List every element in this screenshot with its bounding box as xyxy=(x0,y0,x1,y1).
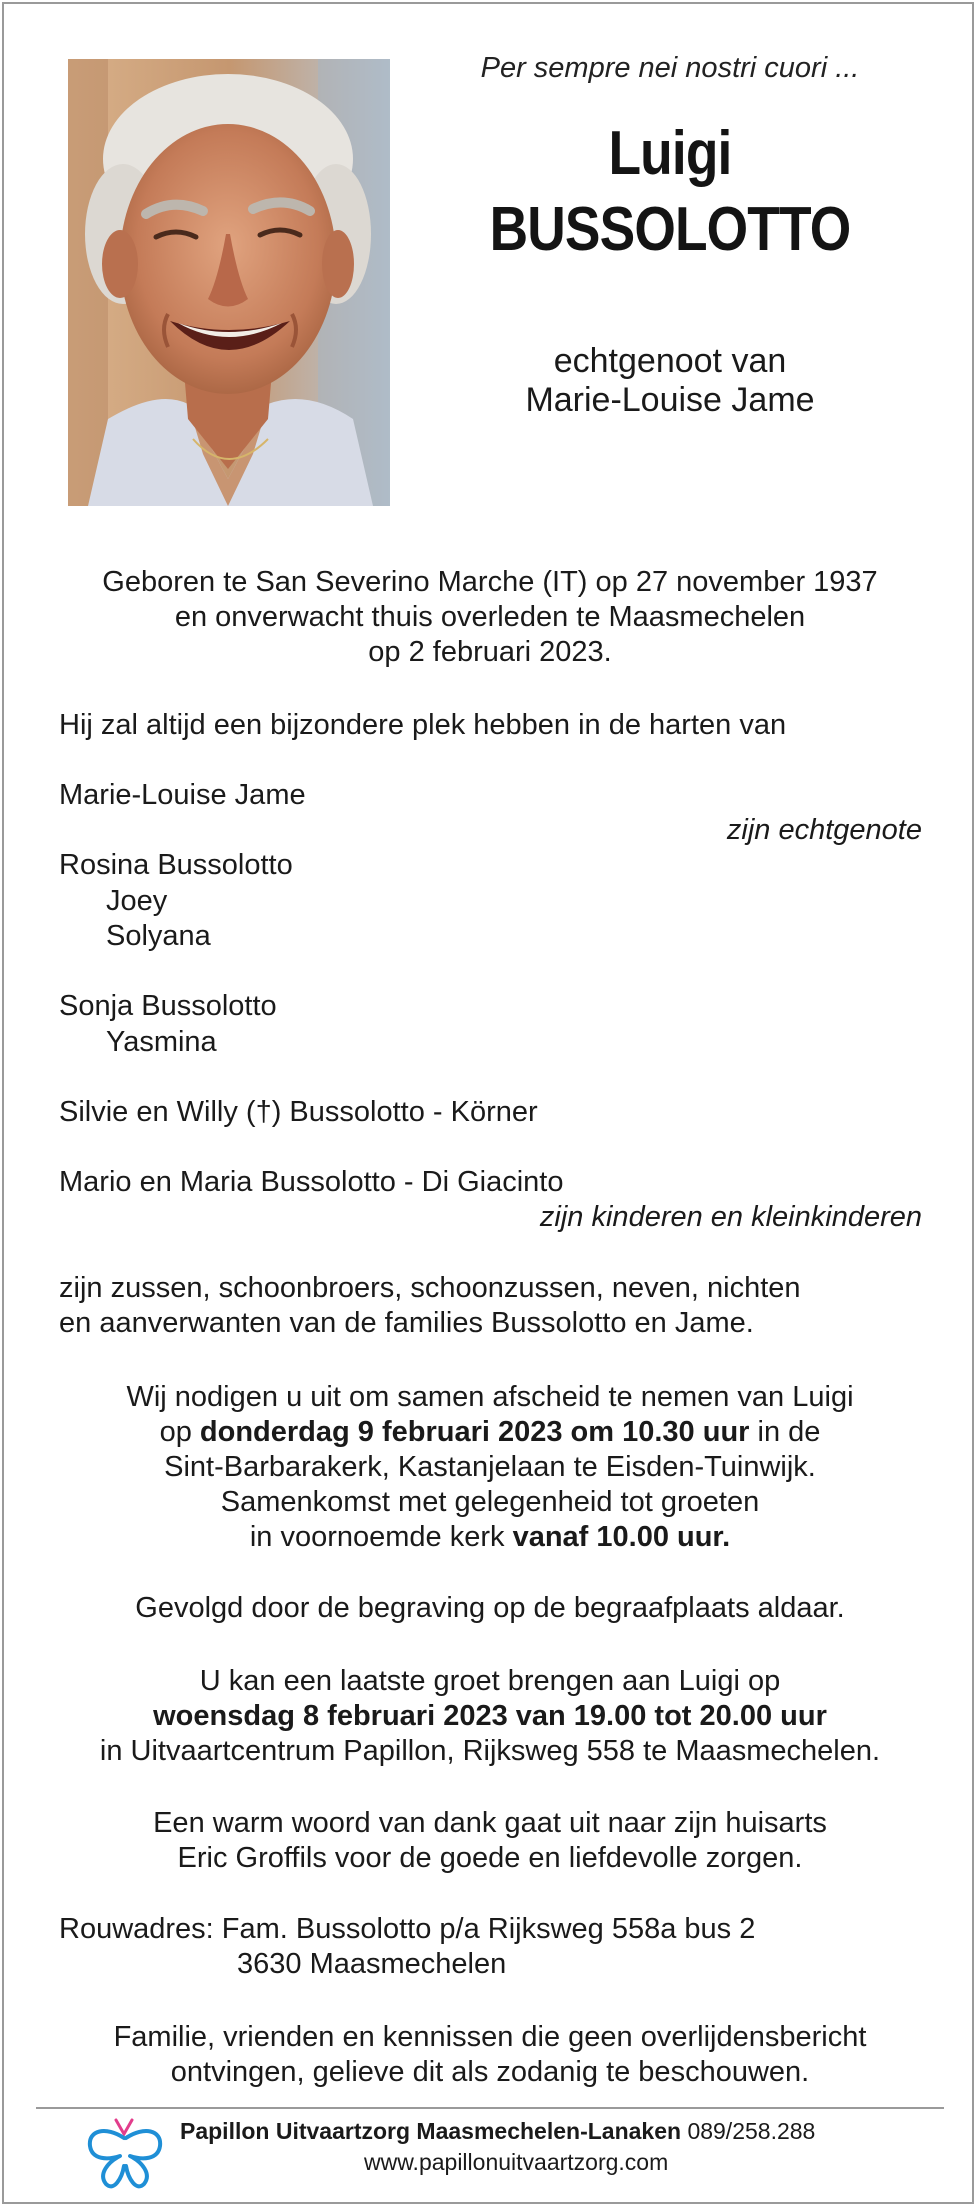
closing-line: Familie, vrienden en kennissen die geen overlijdensbericht xyxy=(113,2021,867,2053)
service-datetime: donderdag 9 februari 2023 om 10.30 uur xyxy=(199,1416,750,1448)
mourning-address-city: 3630 Maasmechelen xyxy=(237,1948,507,1980)
gathering-time-line: in voornoemde kerk vanaf 10.00 uur. xyxy=(249,1521,731,1553)
thanks-line: Een warm woord van dank gaat uit naar zijn huisarts xyxy=(153,1807,827,1839)
tagline: Per sempre nei nostri cuori ... xyxy=(480,52,860,84)
grandchild: Yasmina xyxy=(106,1026,217,1058)
viewing-location: in Uitvaartcentrum Papillon, Rijksweg 558 te Maasmechelen. xyxy=(99,1735,881,1767)
grandchild: Solyana xyxy=(106,920,211,952)
thanks-line: Eric Groffils voor de goede en liefdevolle zorgen. xyxy=(177,1842,803,1874)
family-child-1: Rosina Bussolotto xyxy=(59,849,293,881)
children-role: zijn kinderen en kleinkinderen xyxy=(539,1201,922,1233)
death-line: en onverwacht thuis overleden te Maasmechelen xyxy=(174,601,806,633)
butterfly-icon xyxy=(86,2116,164,2192)
spouse-role: zijn echtgenote xyxy=(726,814,922,846)
funeral-home-name: Papillon Uitvaartzorg Maasmechelen-Lanaken xyxy=(180,2118,682,2144)
mourning-address: Rouwadres: Fam. Bussolotto p/a Rijksweg 558a bus 2 xyxy=(59,1913,756,1945)
service-datetime-line: op donderdag 9 februari 2023 om 10.30 uur in de xyxy=(159,1416,821,1448)
viewing-datetime: woensdag 8 februari 2023 van 19.00 tot 20.00 uur xyxy=(153,1700,827,1732)
family-child-3: Silvie en Willy (†) Bussolotto - Körner xyxy=(59,1096,538,1128)
spouse-name-header: Marie-Louise Jame xyxy=(525,381,815,419)
funeral-home-line xyxy=(180,2118,815,2145)
intro-text: Hij zal altijd een bijzondere plek hebben in de harten van xyxy=(59,709,787,741)
death-date-line: op 2 februari 2023. xyxy=(368,636,612,668)
funeral-home-website[interactable]: www.papillonuitvaartzorg.com xyxy=(364,2149,669,2175)
footer-divider xyxy=(36,2107,944,2109)
gathering-time: vanaf 10.00 uur. xyxy=(512,1521,731,1553)
last-name: BUSSOLOTTO xyxy=(489,195,851,264)
first-name: Luigi xyxy=(608,119,732,188)
birth-line: Geboren te San Severino Marche (IT) op 27 november 1937 xyxy=(102,566,878,598)
family-child-2: Sonja Bussolotto xyxy=(59,990,277,1022)
service-location: Sint-Barbarakerk, Kastanjelaan te Eisden-Tuinwijk. xyxy=(164,1451,816,1483)
closing-line: ontvingen, gelieve dit als zodanig te beschouwen. xyxy=(170,2056,810,2088)
portrait-photo xyxy=(68,59,390,506)
viewing-line: U kan een laatste groet brengen aan Luigi op xyxy=(199,1665,781,1697)
service-line: Wij nodigen u uit om samen afscheid te nemen van Luigi xyxy=(126,1381,854,1413)
grandchild: Joey xyxy=(106,885,168,917)
relatives-line: zijn zussen, schoonbroers, schoonzussen, neven, nichten xyxy=(59,1272,801,1304)
burial-line: Gevolgd door de begraving op de begraafplaats aldaar. xyxy=(135,1592,845,1624)
spouse-relation: echtgenoot van xyxy=(553,342,787,380)
family-child-4: Mario en Maria Bussolotto - Di Giacinto xyxy=(59,1166,564,1198)
gathering-line: Samenkomst met gelegenheid tot groeten xyxy=(220,1486,760,1518)
relatives-line: en aanverwanten van de families Bussolotto en Jame. xyxy=(59,1307,754,1339)
family-spouse: Marie-Louise Jame xyxy=(59,779,306,811)
funeral-home-phone: 089/258.288 xyxy=(687,2118,816,2144)
